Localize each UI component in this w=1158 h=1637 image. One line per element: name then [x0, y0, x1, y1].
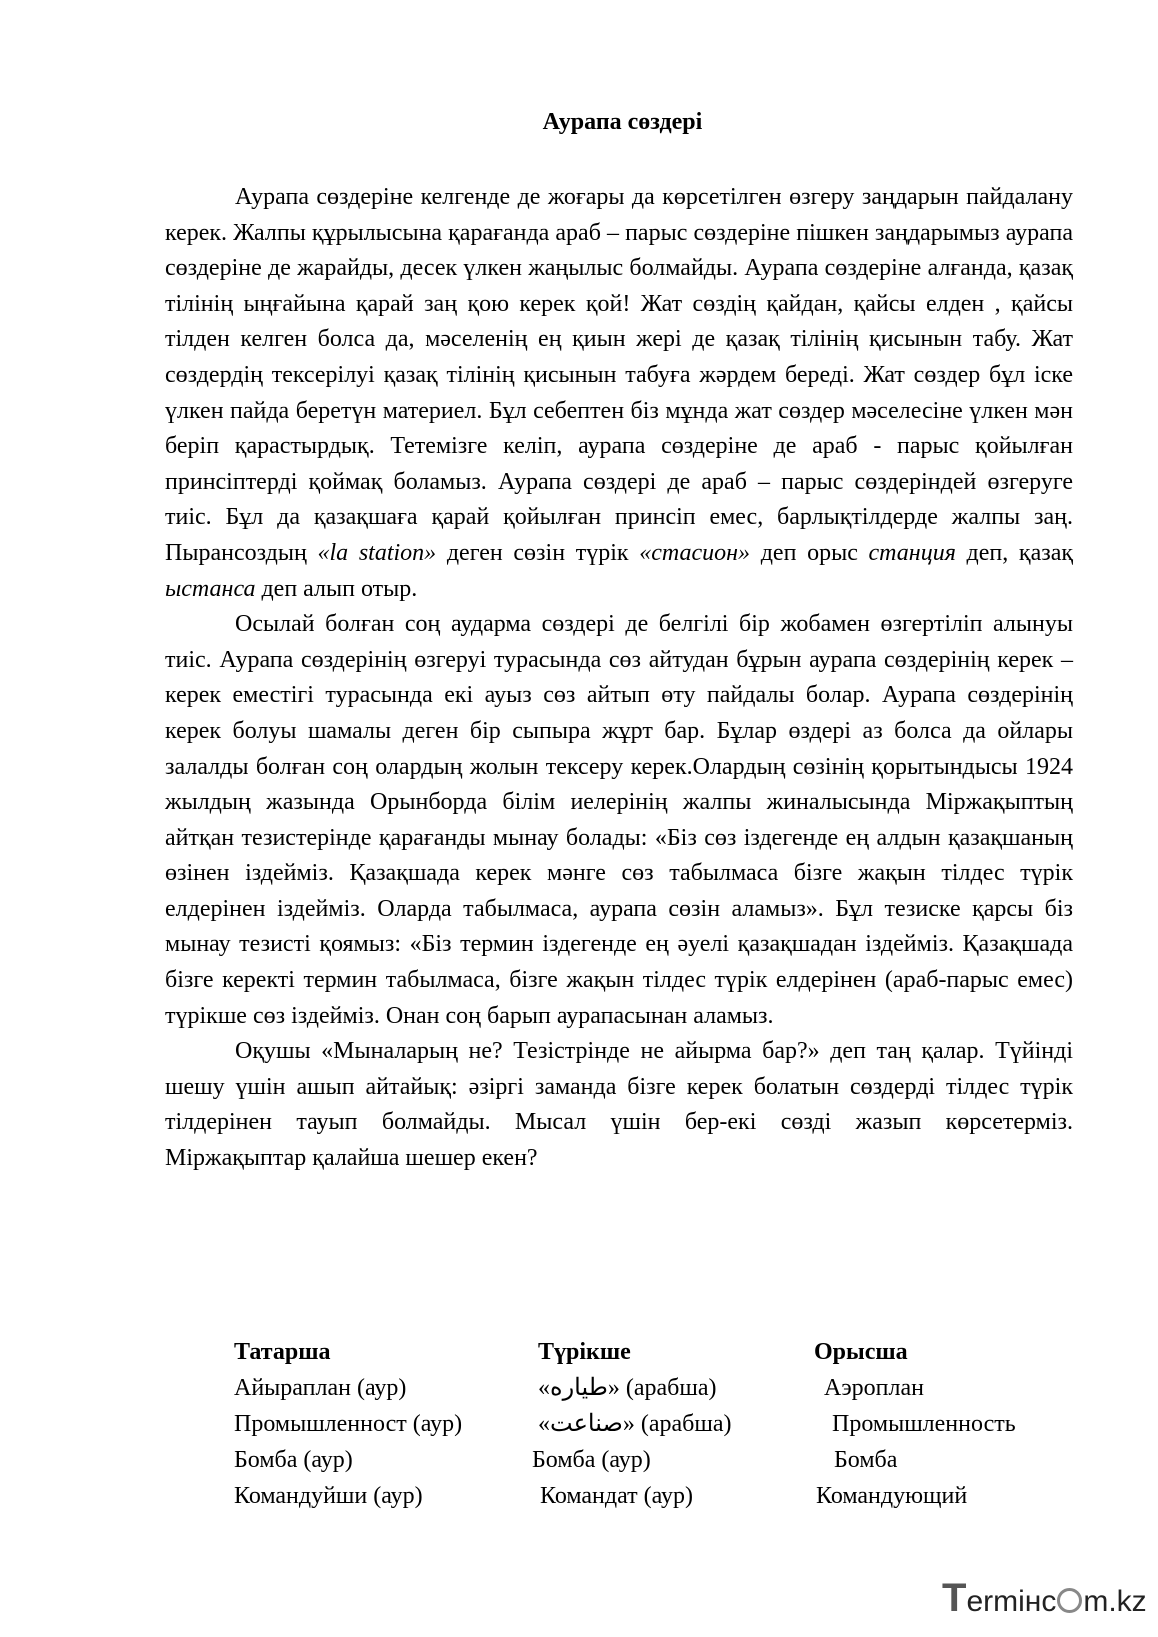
table-cell: Промышленност (аур) — [234, 1411, 463, 1437]
text-run: деген сөзін түрік — [436, 539, 640, 566]
column-header-tatar: Татарша — [234, 1339, 331, 1365]
logo-domain: m.kz — [1083, 1585, 1147, 1618]
paragraph — [165, 1034, 1073, 1176]
table-header-row — [234, 1334, 1094, 1370]
table-row — [234, 1478, 1094, 1514]
italic-run: «la station» — [317, 539, 437, 566]
column-header-russian: Орысша — [814, 1339, 908, 1365]
table-cell: Командуйши (аур) — [234, 1483, 423, 1509]
table-row — [234, 1406, 1094, 1442]
table-cell: Командат (аур) — [540, 1483, 694, 1509]
logo-letter: T — [942, 1576, 967, 1620]
table-cell: Айыраплан (аур) — [234, 1375, 407, 1401]
text-run: деп алып отыр. — [255, 575, 418, 602]
table-cell: «صناعت» (арабша) — [538, 1411, 732, 1437]
word-comparison-table — [234, 1334, 1094, 1514]
table-cell: Бомба (аур) — [532, 1447, 651, 1473]
table-cell: «طياره» (арабша) — [538, 1375, 717, 1401]
table-cell: Аэроплан — [824, 1375, 924, 1401]
paragraph — [165, 607, 1073, 1034]
italic-run: «стасион» — [639, 539, 751, 566]
column-header-turkish: Түрікше — [538, 1339, 631, 1365]
text-run: Осылай болған соң аударма сөздері де белгілі бір жобамен өзгертіліп алынуы тиіс. Аурапа сөздерінің өзгеруі турасында сөз айтудан бұрын аурапа сөздерінің керек –керек еместігі турасында екі ауыз сөз айтып өту пайдалы болар. Аурапа сөздерінің керек болуы шамалы деген бір сыпыра жұрт бар. Бұлар өздері аз болса да ойлары залалды болған соң олардың жолын тексеру керек.Олардың сөзінің қорытындысы 1924 жылдың жазында Орынборда білім иелерінің жалпы жиналысында Міржақыптың айтқан тезистерінде қарағанды мынау болады: «Біз сөз іздегенде ең алдын қазақшаның өзінен іздейміз. Қазақшада керек мәнге сөз табылмаса бізге жақын тілдес түрік елдерінен іздейміз. Оларда табылмаса, аурапа сөзін аламыз». Бұл тезиске қарсы біз мынау тезисті қоямыз: «Біз термин іздегенде ең әуелі қазақшадан іздейміз. Қазақшада бізге керекті термин табылмаса, бізге жақын тілдес түрік елдерінен (араб-парыс емес) түрікше сөз іздейміз. Онан соң барып аурапасынан аламыз. — [165, 611, 1073, 1029]
text-run: деп орыс — [750, 539, 869, 566]
table-cell: Промышленность — [832, 1411, 1016, 1437]
termincom-logo — [942, 1576, 1147, 1620]
table-cell: Бомба (аур) — [234, 1447, 353, 1473]
italic-run: ыстанса — [165, 575, 256, 602]
body-text — [165, 180, 1073, 1177]
text-run: Оқушы «Мыналарың не? Тезістрінде не айырма бар?» деп таң қалар. Түйінді шешу үшін ашып айтайық: әзіргі заманда бізге керек болатын сөздерді тілдес түрік тілдерінен тауып болмайды. Мысал үшін бер-екі сөзді жазып көрсетерміз. Міржақыптар қалайша шешер екен? — [165, 1038, 1073, 1172]
table-cell: Командующий — [816, 1483, 968, 1509]
italic-run: станция — [868, 539, 956, 566]
logo-text: ermінс — [966, 1585, 1057, 1618]
table-row — [234, 1370, 1094, 1406]
paragraph — [165, 180, 1073, 607]
text-run: деп, қазақ — [955, 539, 1074, 566]
page-title: Аурапа сөздері — [542, 109, 703, 135]
text-run: Аурапа сөздеріне келгенде де жоғары да көрсетілген өзгеру заңдарын пайдалану керек. Жалпы құрылысына қарағанда араб – парыс сөздеріне пішкен заңдарымыз аурапа сөздеріне де жарайды, десек үлкен жаңылыс болмайды. Аурапа сөздеріне алғанда, қазақ тілінің ыңғайына қарай заң қою керек қой! Жат сөздің қайдан, қайсы елден , қайсы тілден келген болса да, мәселенің ең қиын жері де қазақ тілінің қисынын табу. Жат сөздердің тексерілуі қазақ тілінің қисынын табуға жәрдем береді. Жат сөздер бұл іске үлкен пайда беретүн материел. Бұл себептен біз мұнда жат сөздер мәселесіне үлкен мән беріп қарастырдық. Тетемізге келіп, аурапа сөздеріне де араб - парыс қойылған принсіптерді қоймақ боламыз. Аурапа сөздері де араб – парыс сөздеріндей өзгеруге тиіс. Бұл да қазақшаға қарай қойылған принсіп емес, барлықтілдерде жалпы заң. Пырансоздың — [165, 184, 1073, 566]
table-row — [234, 1442, 1094, 1478]
table-cell: Бомба — [834, 1447, 898, 1473]
logo-ring-icon — [1057, 1588, 1082, 1613]
